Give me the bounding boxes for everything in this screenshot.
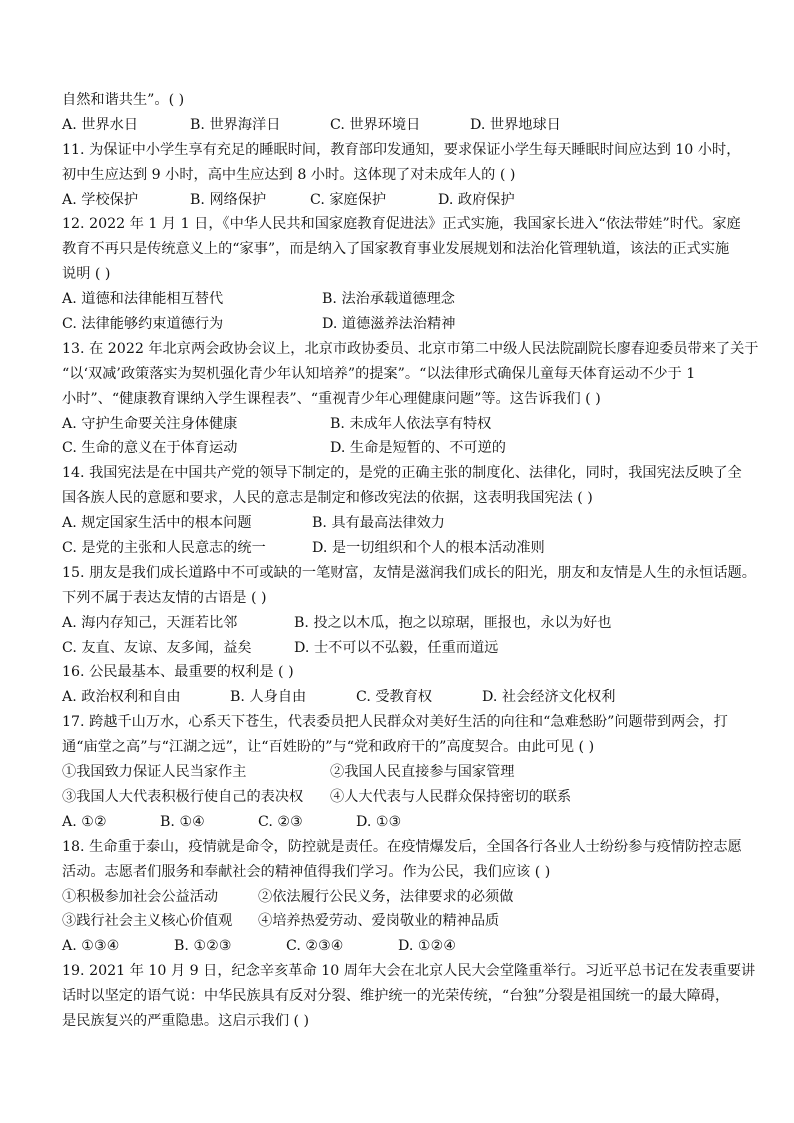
q17-statements-row2 (62, 785, 742, 810)
q11-option-a: A. 学校保护 (62, 191, 139, 208)
q15-option-c: C. 友直、友谅、友多闻，益矣 (62, 639, 252, 656)
q12-options-row2 (62, 312, 742, 337)
q17-stem-line2: 通“庙堂之高”与“江湖之远”，让“百姓盼的”与“党和政府干的”高度契合。由此可见 ( ) (62, 739, 595, 756)
q13-stem-line3: 小时”、“健康教育课纳入学生课程表”、“重视青少年心理健康问题”等。这告诉我们 ( ) (62, 390, 601, 407)
q13-option-d: D. 生命是短暂的、不可逆的 (330, 440, 506, 457)
q14-options-row1 (62, 511, 742, 536)
q18-statements-row2 (62, 909, 742, 934)
q11-stem-line2: 初中生应达到 9 小时，高中生应达到 8 小时。这体现了对未成年人的 ( ) (62, 166, 516, 183)
q18-options (62, 934, 742, 959)
q13-option-a: A. 守护生命要关注身体健康 (62, 415, 238, 432)
q14-stem-line1: 14. 我国宪法是在中国共产党的领导下制定的，是党的正确主张的制度化、法律化，同时，我国宪法反映了全 (62, 465, 742, 482)
q16-option-b: B. 人身自由 (230, 689, 307, 706)
q18-option-c: C. ②③④ (286, 938, 344, 955)
q19-stem-line2: 话时以坚定的语气说：中华民族具有反对分裂、维护统一的光荣传统，“台独”分裂是祖国统一的最大障碍， (62, 988, 730, 1005)
q10-option-a: A. 世界水日 (62, 116, 139, 133)
q17-option-d: D. ①③ (356, 813, 402, 830)
q15-options-row1 (62, 611, 742, 636)
q17-statement-1: ①我国致力保证人民当家作主 (62, 764, 247, 781)
q12-stem-line3: 说明 ( ) (62, 266, 111, 283)
q13-stem-line1: 13. 在 2022 年北京两会政协会议上，北京市政协委员、北京市第二中级人民法院副院长廖春迎委员带来了关于 (62, 340, 759, 357)
q17-statements-row1 (62, 760, 742, 785)
q12-option-d: D. 道德滋养法治精神 (322, 316, 456, 333)
q13-options-row2 (62, 436, 742, 461)
q19-stem-line3: 是民族复兴的严重隐患。这启示我们 ( ) (62, 1012, 310, 1029)
q14-option-d: D. 是一切组织和个人的根本活动准则 (312, 540, 545, 557)
q18-statement-2: ②依法履行公民义务，法律要求的必须做 (258, 888, 514, 905)
q14-option-a: A. 规定国家生活中的根本问题 (62, 515, 252, 532)
q17-option-b: B. ①④ (160, 813, 205, 830)
q17-option-a: A. ①② (62, 813, 107, 830)
q16-option-d: D. 社会经济文化权利 (482, 689, 616, 706)
q13-stem-line2: “以‘双减’政策落实为契机强化青少年认知培养”的提案”。“以法律形式确保儿童每天体育运动不少于 1 (62, 365, 696, 382)
q13-options-row1 (62, 412, 742, 437)
q17-statement-2: ②我国人民直接参与国家管理 (330, 764, 515, 781)
q14-option-b: B. 具有最高法律效力 (312, 515, 445, 532)
q17-stem-line1: 17. 跨越千山万水，心系天下苍生，代表委员把人民群众对美好生活的向往和“急难愁盼”问题带到两会，打 (62, 714, 728, 731)
q14-options-row2 (62, 536, 742, 561)
q18-option-a: A. ①③④ (62, 938, 120, 955)
q10-option-b: B. 世界海洋日 (190, 116, 281, 133)
q18-option-d: D. ①②④ (398, 938, 457, 955)
q12-option-a: A. 道德和法律能相互替代 (62, 291, 224, 308)
q18-statement-3: ③践行社会主义核心价值观 (62, 913, 233, 930)
q14-stem-line2: 国各族人民的意愿和要求，人民的意志是制定和修改宪法的依据，这表明我国宪法 ( ) (62, 490, 593, 507)
q18-statement-1: ①积极参加社会公益活动 (62, 888, 219, 905)
q12-options-row1 (62, 287, 742, 312)
q15-stem-line1: 15. 朋友是我们成长道路中不可或缺的一笔财富，友情是滋润我们成长的阳光，朋友和友情是人生的永恒话题。 (62, 564, 756, 581)
q11-stem-line1: 11. 为保证中小学生享有充足的睡眠时间，教育部印发通知，要求保证小学生每天睡眠时间应达到 10 小时， (62, 141, 741, 158)
q15-options-row2 (62, 636, 742, 661)
q19-stem-line1: 19. 2021 年 10 月 9 日，纪念辛亥革命 10 周年大会在北京人民大会堂隆重举行。习近平总书记在发表重要讲 (62, 963, 756, 980)
q10-option-c: C. 世界环境日 (330, 116, 421, 133)
q15-stem-line2: 下列不属于表达友情的古语是 ( ) (62, 589, 267, 606)
q17-statement-3: ③我国人大代表积极行使自己的表决权 (62, 788, 304, 805)
q15-option-b: B. 投之以木瓜，抱之以琼琚，匪报也，永以为好也 (294, 614, 612, 631)
exam-page (62, 88, 759, 1034)
q12-stem-line1: 12. 2022 年 1 月 1 日，《中华人民共和国家庭教育促进法》正式实施，我国家长进入“依法带娃”时代。家庭 (62, 216, 741, 233)
q16-option-a: A. 政治权利和自由 (62, 689, 181, 706)
q17-option-c: C. ②③ (258, 813, 303, 830)
q11-options (62, 188, 742, 213)
q12-option-c: C. 法律能够约束道德行为 (62, 316, 224, 333)
q10-options (62, 113, 742, 138)
q12-option-b: B. 法治承载道德理念 (322, 291, 455, 308)
q18-statements-row1 (62, 885, 742, 910)
q13-option-b: B. 未成年人依法享有特权 (330, 415, 492, 432)
q16-stem: 16. 公民最基本、最重要的权利是 ( ) (62, 664, 294, 681)
q17-statement-4: ④人大代表与人民群众保持密切的联系 (330, 788, 572, 805)
q10-stem-tail: 自然和谐共生”。( ) (62, 92, 185, 108)
q18-stem-line2: 活动。志愿者们服务和奉献社会的精神值得我们学习。作为公民，我们应该 ( ) (62, 863, 551, 880)
q17-options (62, 810, 742, 835)
q11-option-b: B. 网络保护 (190, 191, 267, 208)
q10-option-d: D. 世界地球日 (470, 116, 561, 133)
q12-stem-line2: 教育不再只是传统意义上的“家事”，而是纳入了国家教育事业发展规划和法治化管理轨道，该法的正式实施 (62, 241, 730, 258)
q11-option-c: C. 家庭保护 (310, 191, 387, 208)
q15-option-a: A. 海内存知己，天涯若比邻 (62, 614, 238, 631)
q18-stem-line1: 18. 生命重于泰山，疫情就是命令，防控就是责任。在疫情爆发后，全国各行各业人士纷纷参与疫情防控志愿 (62, 838, 742, 855)
q16-option-c: C. 受教育权 (356, 689, 433, 706)
q14-option-c: C. 是党的主张和人民意志的统一 (62, 540, 266, 557)
q11-option-d: D. 政府保护 (438, 191, 515, 208)
q16-options (62, 685, 742, 710)
q18-statement-4: ④培养热爱劳动、爱岗敬业的精神品质 (258, 913, 500, 930)
q15-option-d: D. 士不可以不弘毅，任重而道远 (294, 639, 499, 656)
q18-option-b: B. ①②③ (174, 938, 232, 955)
q13-option-c: C. 生命的意义在于体育运动 (62, 440, 238, 457)
